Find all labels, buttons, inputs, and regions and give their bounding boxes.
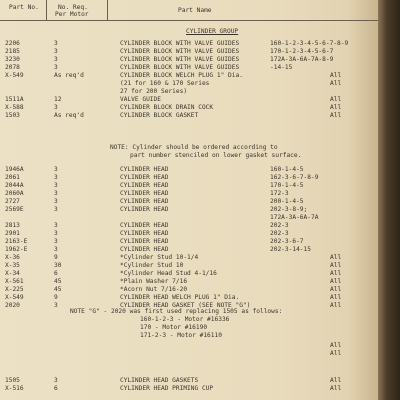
cell-motors: 160-1-2-3-4-5-6-7-8-9 <box>270 40 349 47</box>
cell-name: CYLINDER HEAD GASKET (SEE NOTE "G") <box>120 302 251 309</box>
cell-part: 2078 <box>5 64 20 71</box>
cell-part: X-588 <box>5 104 24 111</box>
cell-req: 3 <box>54 104 58 111</box>
cell-name: CYLINDER BLOCK WITH VALVE GUIDES <box>120 56 240 63</box>
cell-req: As req'd <box>54 72 84 79</box>
cell-part: 2020 <box>5 302 20 309</box>
cell-name: *Plain Washer 7/16 <box>120 278 188 285</box>
cell-name: CYLINDER HEAD <box>120 222 169 229</box>
cell-part: 2813 <box>5 222 20 229</box>
cell-name: CYLINDER HEAD <box>120 206 169 213</box>
cell-all: All <box>330 80 342 87</box>
cell-motors: 202-3 <box>270 230 289 237</box>
cell-part: 1505 <box>5 377 20 384</box>
note-1-line: NOTE: Cylinder should be ordered according to <box>110 144 278 151</box>
cell-req: 3 <box>54 377 58 384</box>
cell-req: 6 <box>54 270 58 277</box>
cell-part: X-561 <box>5 278 24 285</box>
cell-name: CYLINDER BLOCK WITH VALVE GUIDES <box>120 64 240 71</box>
table-row <box>0 214 378 222</box>
cell-motors: 202-3-14-15 <box>270 246 311 253</box>
cell-all: All <box>330 385 342 392</box>
table-row <box>0 72 378 80</box>
cell-req: 9 <box>54 294 58 301</box>
table-row <box>0 278 378 286</box>
cell-all: All <box>330 254 342 261</box>
cell-name: CYLINDER HEAD <box>120 166 169 173</box>
table-row <box>0 104 378 112</box>
table-row <box>0 270 378 278</box>
table-row <box>0 166 378 174</box>
cell-part: 1962-E <box>5 246 28 253</box>
cell-motors: 170-1-2-3-4-5-6-7 <box>270 48 334 55</box>
table-row <box>0 56 378 64</box>
cell-req: 12 <box>54 96 62 103</box>
cell-motors: -14-15 <box>270 64 293 71</box>
note-g-all: All <box>330 350 342 357</box>
note-g-all: All <box>330 342 342 349</box>
cell-name: *Cylinder Stud 10 <box>120 262 184 269</box>
cell-part: 3230 <box>5 56 20 63</box>
cell-motors: 200-1-4-5 <box>270 198 304 205</box>
cell-req: 3 <box>54 64 58 71</box>
cell-name: *Cylinder Head Stud 4-1/16 <box>120 270 217 277</box>
cell-part: 2060A <box>5 190 24 197</box>
header-per-motor: Per Motor <box>55 11 89 18</box>
table-row <box>0 64 378 72</box>
table-row <box>0 206 378 214</box>
table-row <box>0 190 378 198</box>
cell-req: 3 <box>54 48 58 55</box>
cell-motors: 162-3-6-7-8-9 <box>270 174 319 181</box>
cell-part: 1503 <box>5 112 20 119</box>
note-g-line: NOTE "G" - 2020 was first used replacing 1505 as follows: <box>70 308 283 315</box>
cell-part: 2061 <box>5 174 20 181</box>
cell-name: CYLINDER HEAD PRIMING CUP <box>120 385 214 392</box>
cell-req: As req'd <box>54 112 84 119</box>
cell-req: 3 <box>54 174 58 181</box>
cell-name: CYLINDER HEAD <box>120 190 169 197</box>
cell-req: 3 <box>54 166 58 173</box>
cell-req: 3 <box>54 56 58 63</box>
table-row <box>0 222 378 230</box>
cell-name: VALVE GUIDE <box>120 96 161 103</box>
table-row <box>0 238 378 246</box>
cell-all: All <box>330 262 342 269</box>
cell-all: All <box>330 294 342 301</box>
cell-part: 1946A <box>5 166 24 173</box>
cell-name: CYLINDER HEAD WELCH PLUG 1" Dia. <box>120 294 240 301</box>
table-row <box>0 246 378 254</box>
table-row <box>0 262 378 270</box>
table-row <box>0 230 378 238</box>
cell-all: All <box>330 302 342 309</box>
cell-motors: 172-3 <box>270 190 289 197</box>
table-row <box>0 385 378 393</box>
cell-name: CYLINDER HEAD <box>120 246 169 253</box>
header-no-req: No. Req. <box>58 4 88 11</box>
cell-part: 2163-E <box>5 238 28 245</box>
cell-name: CYLINDER HEAD <box>120 230 169 237</box>
cell-req: 3 <box>54 238 58 245</box>
cell-name: CYLINDER BLOCK WELCH PLUG 1" Dia. <box>120 72 243 79</box>
cell-part: 2727 <box>5 198 20 205</box>
cell-part: 2206 <box>5 40 20 47</box>
cell-all: All <box>330 278 342 285</box>
cell-name: CYLINDER HEAD <box>120 238 169 245</box>
section-title: CYLINDER GROUP <box>186 28 239 35</box>
cell-part: X-36 <box>5 254 20 261</box>
cell-part: X-34 <box>5 270 20 277</box>
cell-req: 3 <box>54 230 58 237</box>
column-divider <box>107 0 108 20</box>
cell-motors: 202-3 <box>270 222 289 229</box>
cell-name: CYLINDER HEAD <box>120 182 169 189</box>
cell-all: All <box>330 270 342 277</box>
cell-all: All <box>330 96 342 103</box>
cell-name: *Cylinder Stud 10-1/4 <box>120 254 199 261</box>
table-row <box>0 40 378 48</box>
table-row <box>0 48 378 56</box>
note-g-line: 170 - Motor #16190 <box>140 324 208 331</box>
cell-part: X-225 <box>5 286 24 293</box>
cell-part: X-549 <box>5 294 24 301</box>
cell-all: All <box>330 112 342 119</box>
cell-req: 45 <box>54 286 62 293</box>
cell-motors: 170-1-4-5 <box>270 182 304 189</box>
table-row <box>0 182 378 190</box>
cell-name: CYLINDER HEAD <box>120 198 169 205</box>
table-row <box>0 174 378 182</box>
cell-req: 3 <box>54 246 58 253</box>
cell-req: 3 <box>54 40 58 47</box>
note-g-line: 171-2-3 - Motor #16110 <box>140 332 222 339</box>
cell-all: All <box>330 104 342 111</box>
cell-req: 3 <box>54 182 58 189</box>
cell-part: 2185 <box>5 48 20 55</box>
cell-all: All <box>330 377 342 384</box>
header-part-no: Part No. <box>9 4 39 11</box>
cell-name: CYLINDER BLOCK DRAIN COCK <box>120 104 214 111</box>
cell-part: 2569E <box>5 206 24 213</box>
note-g-line: 160-1-2-3 - Motor #16336 <box>140 316 230 323</box>
table-row <box>0 112 378 120</box>
table-row <box>0 198 378 206</box>
cell-req: 3 <box>54 190 58 197</box>
cell-part: X-35 <box>5 262 20 269</box>
table-row <box>0 286 378 294</box>
cell-all: All <box>330 72 342 79</box>
cell-motors: 172A-3A-6A-7A <box>270 214 319 221</box>
cell-req: 3 <box>54 302 58 309</box>
cell-part: 2901 <box>5 230 20 237</box>
header-part-name: Part Name <box>178 7 212 14</box>
table-row <box>0 96 378 104</box>
cell-motors: 202-3-6-7 <box>270 238 304 245</box>
cell-part: X-516 <box>5 385 24 392</box>
cell-part: X-549 <box>5 72 24 79</box>
cell-req: 3 <box>54 206 58 213</box>
table-row <box>0 294 378 302</box>
note-1-line: part number stenciled on lower gasket surface. <box>130 152 302 159</box>
binding-edge <box>378 0 400 400</box>
column-divider <box>46 0 47 20</box>
cell-motors: 202-3-8-9; <box>270 206 308 213</box>
cell-motors: 160-1-4-5 <box>270 166 304 173</box>
cell-name: 27 for 200 Series) <box>120 88 188 95</box>
cell-req: 30 <box>54 262 62 269</box>
cell-name: CYLINDER HEAD GASKETS <box>120 377 199 384</box>
cell-name: CYLINDER BLOCK GASKET <box>120 112 199 119</box>
cell-req: 3 <box>54 222 58 229</box>
table-row <box>0 88 378 96</box>
cell-req: 3 <box>54 198 58 205</box>
cell-name: CYLINDER HEAD <box>120 174 169 181</box>
table-row <box>0 254 378 262</box>
cell-req: 6 <box>54 385 58 392</box>
cell-name: CYLINDER BLOCK WITH VALVE GUIDES <box>120 48 240 55</box>
cell-req: 9 <box>54 254 58 261</box>
table-row <box>0 80 378 88</box>
cell-all: All <box>330 286 342 293</box>
cell-motors: 172A-3A-6A-7A-8-9 <box>270 56 334 63</box>
cell-name: (21 for 160 & 170 Series <box>120 80 210 87</box>
cell-req: 45 <box>54 278 62 285</box>
cell-part: 1511A <box>5 96 24 103</box>
table-row <box>0 377 378 385</box>
header-rule <box>0 20 378 21</box>
cell-part: 2044A <box>5 182 24 189</box>
cell-name: *Acorn Nut 7/16-20 <box>120 286 188 293</box>
cell-name: CYLINDER BLOCK WITH VALVE GUIDES <box>120 40 240 47</box>
